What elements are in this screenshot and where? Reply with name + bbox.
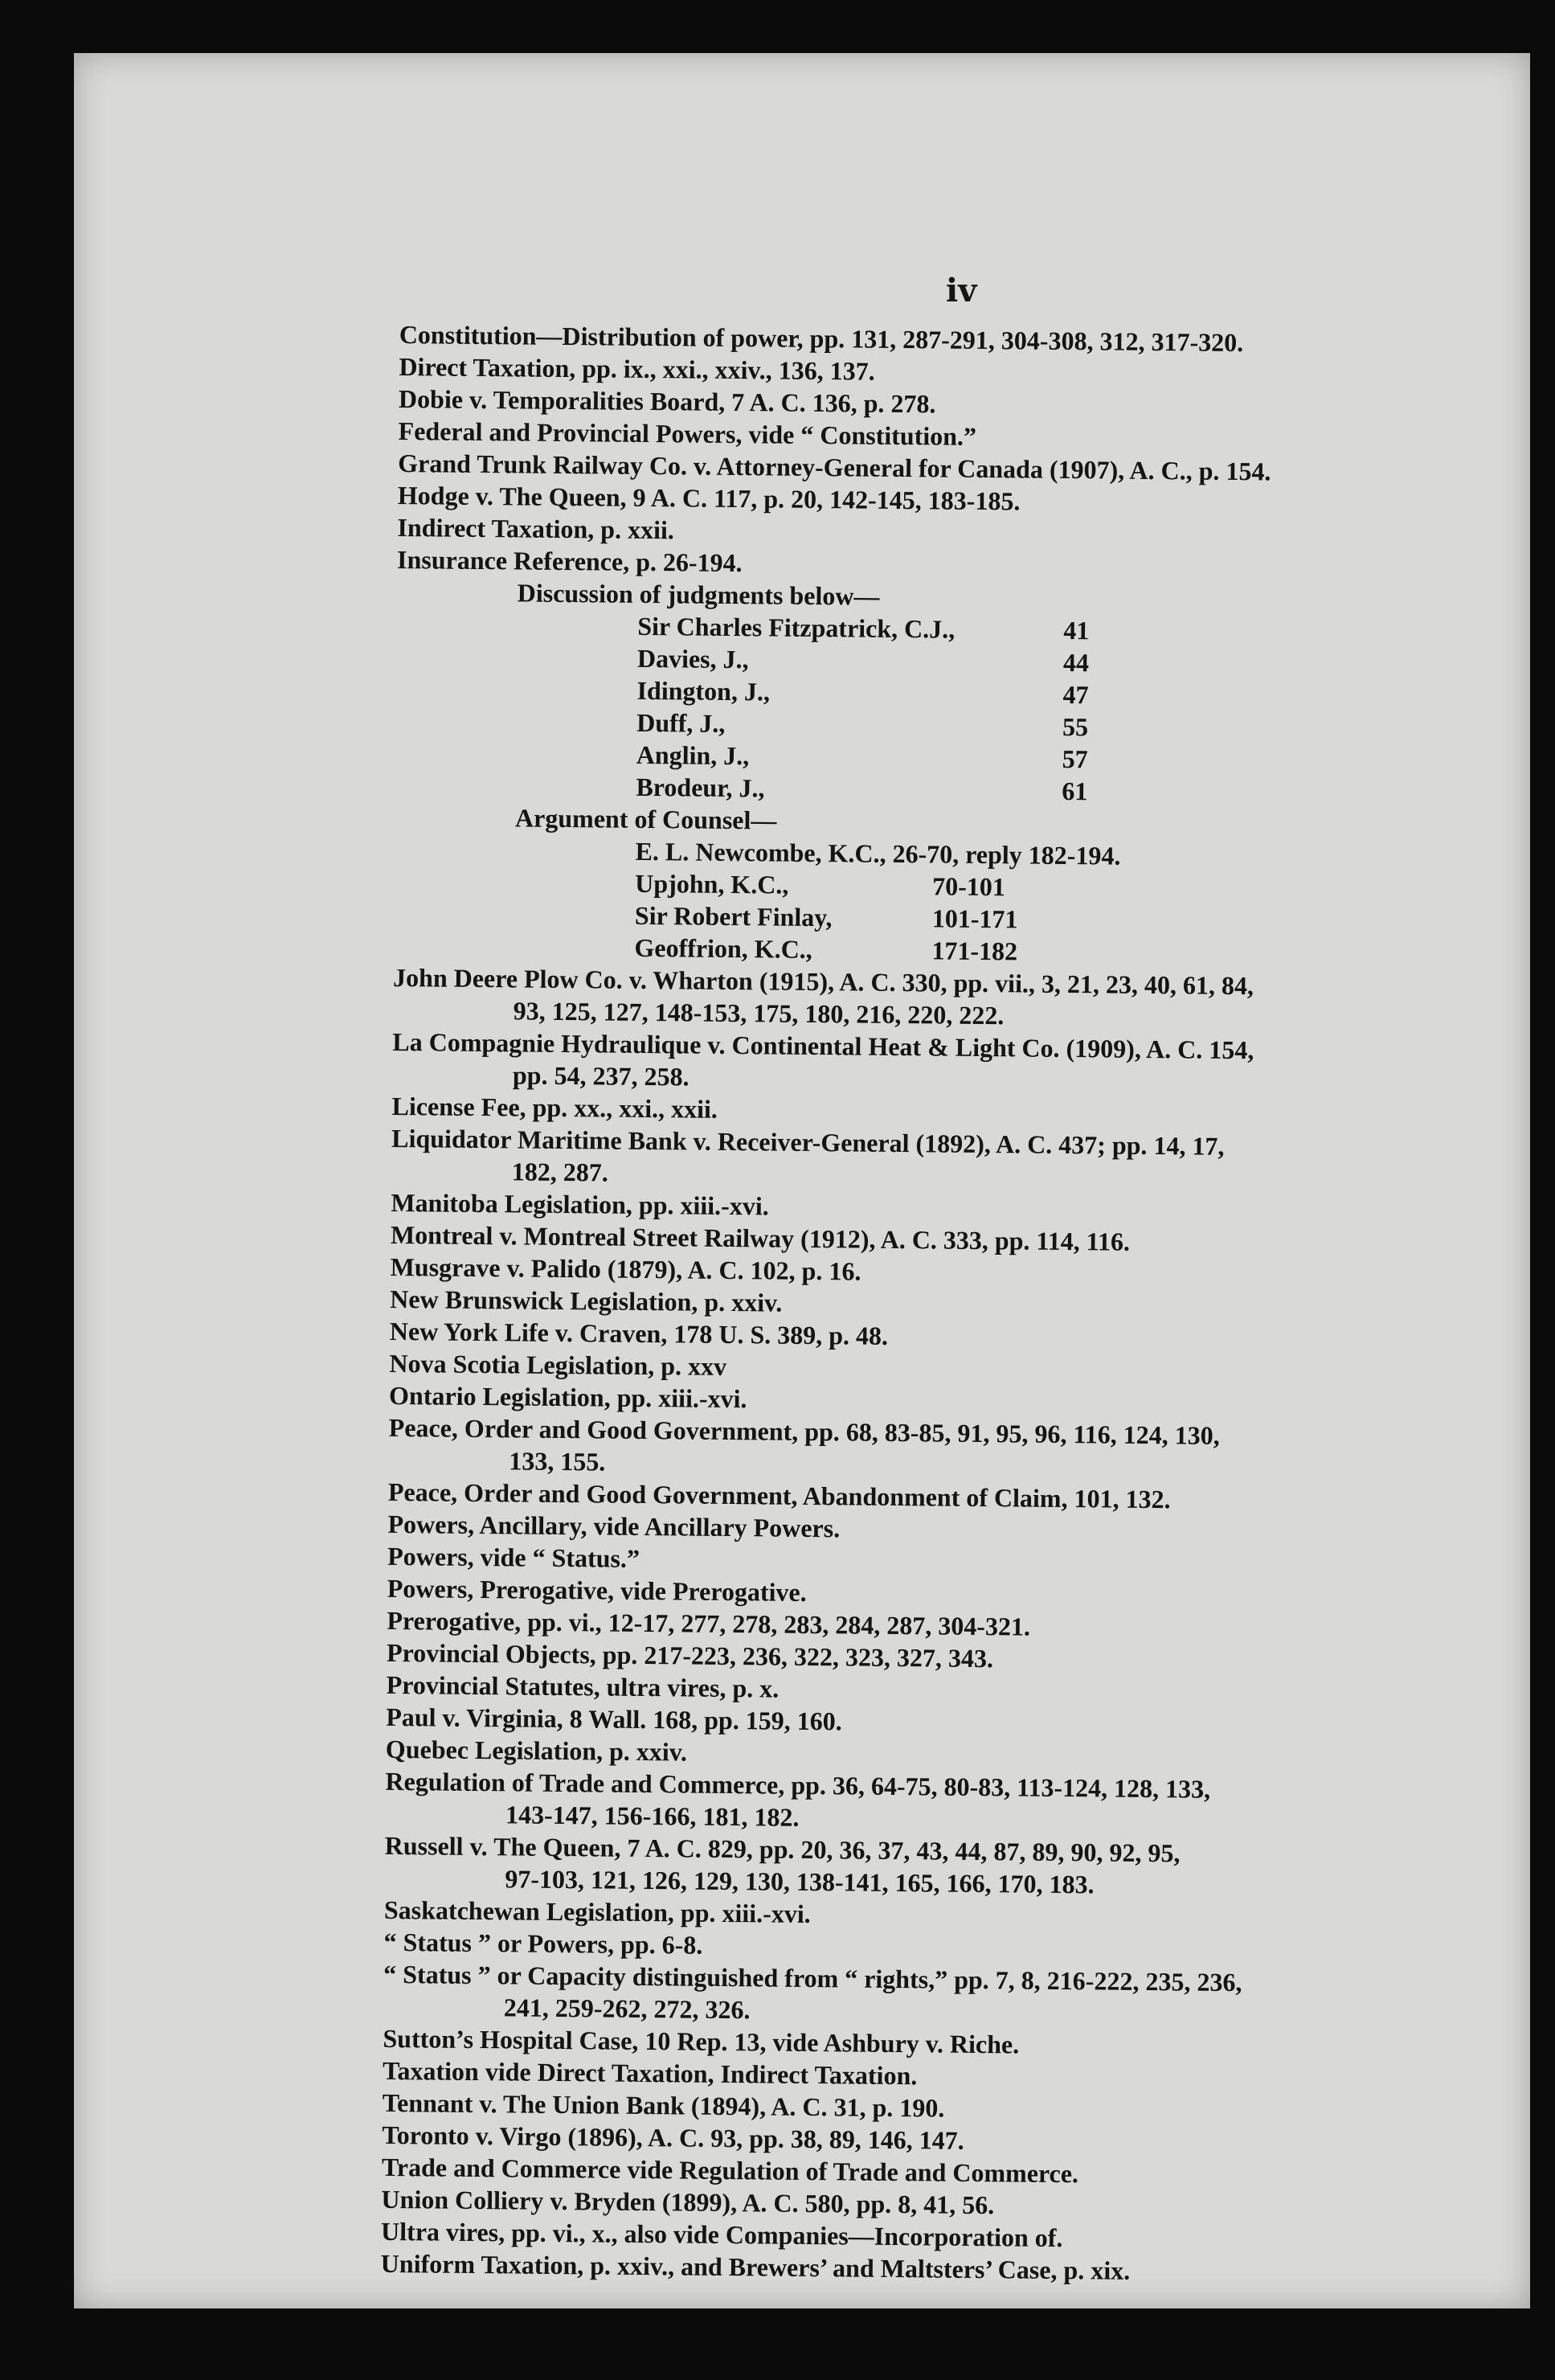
judge-name: Duff, J., [636, 707, 726, 738]
index-entry: Direct Taxation, pp. ix., xxi., xxiv., 136, 137. [399, 351, 875, 386]
entry-continuation: 133, 155. [509, 1446, 606, 1477]
index-entry: Powers, Prerogative, vide Prerogative. [387, 1573, 807, 1607]
index-entry: Powers, vide “ Status.” [387, 1541, 640, 1573]
counsel-row: E. L. Newcombe, K.C., 26-70, reply 182-194. [635, 836, 1121, 870]
counsel-name: Sir Robert Finlay, [634, 900, 833, 932]
index-entry: Taxation vide Direct Taxation, Indirect Taxation. [382, 2055, 918, 2091]
index-entry: Union Colliery v. Bryden (1899), A. C. 580, pp. 8, 41, 56. [381, 2184, 995, 2220]
index-subheading: Argument of Counsel— [514, 803, 777, 835]
entry-text: Peace, Order and Good Government, pp. 68, 83-85, 91, 95, 96, 116, 124, 130, [388, 1412, 1220, 1450]
page-ref: 171-182 [931, 936, 1018, 966]
page-ref: 47 [1062, 679, 1089, 710]
index-entry: Federal and Provincial Powers, vide “ Constitution.” [398, 416, 977, 451]
index-entry: New Brunswick Legislation, p. xxiv. [390, 1284, 783, 1317]
index-entry [385, 1765, 1511, 1840]
index-entry: Montreal v. Montreal Street Railway (1912), A. C. 333, pp. 114, 116. [390, 1219, 1131, 1256]
index-entry [384, 1829, 1510, 1904]
index-entry: Ontario Legislation, pp. xiii.-xvi. [388, 1380, 747, 1414]
index-entry: Peace, Order and Good Government, Abandonment of Claim, 101, 132. [387, 1477, 1171, 1514]
index-entry: License Fee, pp. xx., xxi., xxii. [391, 1091, 718, 1124]
index-entry: Provincial Objects, pp. 217-223, 236, 322, 323, 327, 343. [386, 1637, 994, 1673]
index-entry: Insurance Reference, p. 26-194. [396, 544, 743, 578]
entry-continuation: 93, 125, 127, 148-153, 175, 180, 216, 220, 222. [513, 996, 1005, 1030]
index-entry: Saskatchewan Legislation, pp. xiii.-xvi. [383, 1895, 811, 1929]
index-subheading: Discussion of judgments below— [517, 578, 880, 611]
page-ref: 41 [1063, 615, 1090, 645]
index-entry: Prerogative, pp. vi., 12-17, 277, 278, 283, 284, 287, 304-321. [387, 1605, 1031, 1641]
index-entry: Toronto v. Virgo (1896), A. C. 93, pp. 38, 89, 146, 147. [382, 2120, 964, 2155]
index-entry: Powers, Ancillary, vide Ancillary Powers. [387, 1509, 841, 1543]
index-list [381, 318, 1524, 2290]
index-entry: Hodge v. The Queen, 9 A. C. 117, p. 20, 142-145, 183-185. [397, 480, 1021, 516]
index-entry: Indirect Taxation, p. xxii. [397, 512, 675, 545]
index-entry: Manitoba Legislation, pp. xiii.-xvi. [391, 1187, 769, 1221]
index-entry: Grand Trunk Railway Co. v. Attorney-General for Canada (1907), A. C., p. 154. [398, 448, 1271, 486]
entry-text: Russell v. The Queen, 7 A. C. 829, pp. 20, 36, 37, 43, 44, 87, 89, 90, 92, 95, [384, 1830, 1181, 1868]
entry-continuation: 143-147, 156-166, 181, 182. [505, 1800, 800, 1832]
index-entry: Sutton’s Hospital Case, 10 Rep. 13, vide Ashbury v. Riche. [383, 2023, 1020, 2059]
index-entry: Nova Scotia Legislation, p. xxv [389, 1348, 727, 1381]
entry-continuation: pp. 54, 237, 258. [512, 1060, 690, 1092]
index-entry: Tennant v. The Union Bank (1894), A. C. 31, p. 190. [382, 2087, 945, 2123]
index-entry: Ultra vires, pp. vi., x., also vide Companies—Incorporation of. [380, 2216, 1063, 2253]
index-entry [393, 961, 1519, 1036]
page-ref: 55 [1062, 711, 1089, 742]
page-ref: 57 [1062, 743, 1088, 774]
index-entry: Uniform Taxation, p. xxiv., and Brewers’ and Maltsters’ Case, p. xix. [380, 2248, 1131, 2285]
index-entry: Provincial Statutes, ultra vires, p. x. [386, 1669, 780, 1703]
index-entry: New York Life v. Craven, 178 U. S. 389, p. 48. [389, 1316, 889, 1350]
index-entry: “ Status ” or Powers, pp. 6-8. [383, 1927, 703, 1960]
document-page [74, 53, 1530, 2308]
entry-text: Liquidator Maritime Bank v. Receiver-General (1892), A. C. 437; pp. 14, 17, [391, 1123, 1225, 1161]
index-entry: Paul v. Virginia, 8 Wall. 168, pp. 159, 160. [386, 1702, 842, 1736]
page-ref: 70-101 [932, 871, 1006, 902]
page-ref: 44 [1062, 647, 1090, 678]
index-entry: Trade and Commerce vide Regulation of Trade and Commerce. [381, 2152, 1079, 2189]
index-entry [388, 1411, 1514, 1486]
page-number: iv [946, 272, 977, 309]
entry-continuation: 182, 287. [511, 1157, 608, 1187]
entry-text: John Deere Plow Co. v. Wharton (1915), A. C. 330, pp. vii., 3, 21, 23, 40, 61, 84, [392, 962, 1254, 1001]
counsel-name: Upjohn, K.C., [635, 868, 789, 899]
index-entry: Quebec Legislation, p. xxiv. [385, 1734, 688, 1767]
judge-name: Anglin, J., [636, 739, 750, 771]
judge-name: Brodeur, J., [636, 772, 765, 803]
page-ref: 101-171 [931, 903, 1018, 934]
index-entry [391, 1122, 1517, 1197]
judge-name: Idington, J., [636, 675, 771, 707]
entry-continuation: 241, 259-262, 272, 326. [503, 1993, 751, 2025]
counsel-name: Geoffrion, K.C., [634, 932, 812, 964]
index-entry: Constitution—Distribution of power, pp. 131, 287-291, 304-308, 312, 317-320. [399, 319, 1244, 358]
judge-name: Sir Charles Fitzpatrick, C.J., [637, 611, 956, 644]
index-entry [392, 1026, 1518, 1100]
index-entry: Dobie v. Temporalities Board, 7 A. C. 136, p. 278. [398, 383, 936, 419]
judge-name: Davies, J., [636, 643, 749, 674]
index-entry [383, 1958, 1509, 2033]
index-entry: Musgrave v. Palido (1879), A. C. 102, p. 16. [390, 1251, 861, 1286]
entry-text: Regulation of Trade and Commerce, pp. 36, 64-75, 80-83, 113-124, 128, 133, [385, 1766, 1211, 1804]
entry-text: La Compagnie Hydraulique v. Continental Heat & Light Co. (1909), A. C. 154, [392, 1026, 1254, 1065]
entry-text: “ Status ” or Capacity distinguished from “ rights,” pp. 7, 8, 216-222, 235, 236, [383, 1959, 1242, 1997]
entry-continuation: 97-103, 121, 126, 129, 130, 138-141, 165, 166, 170, 183. [505, 1864, 1095, 1899]
page-ref: 61 [1062, 776, 1088, 806]
